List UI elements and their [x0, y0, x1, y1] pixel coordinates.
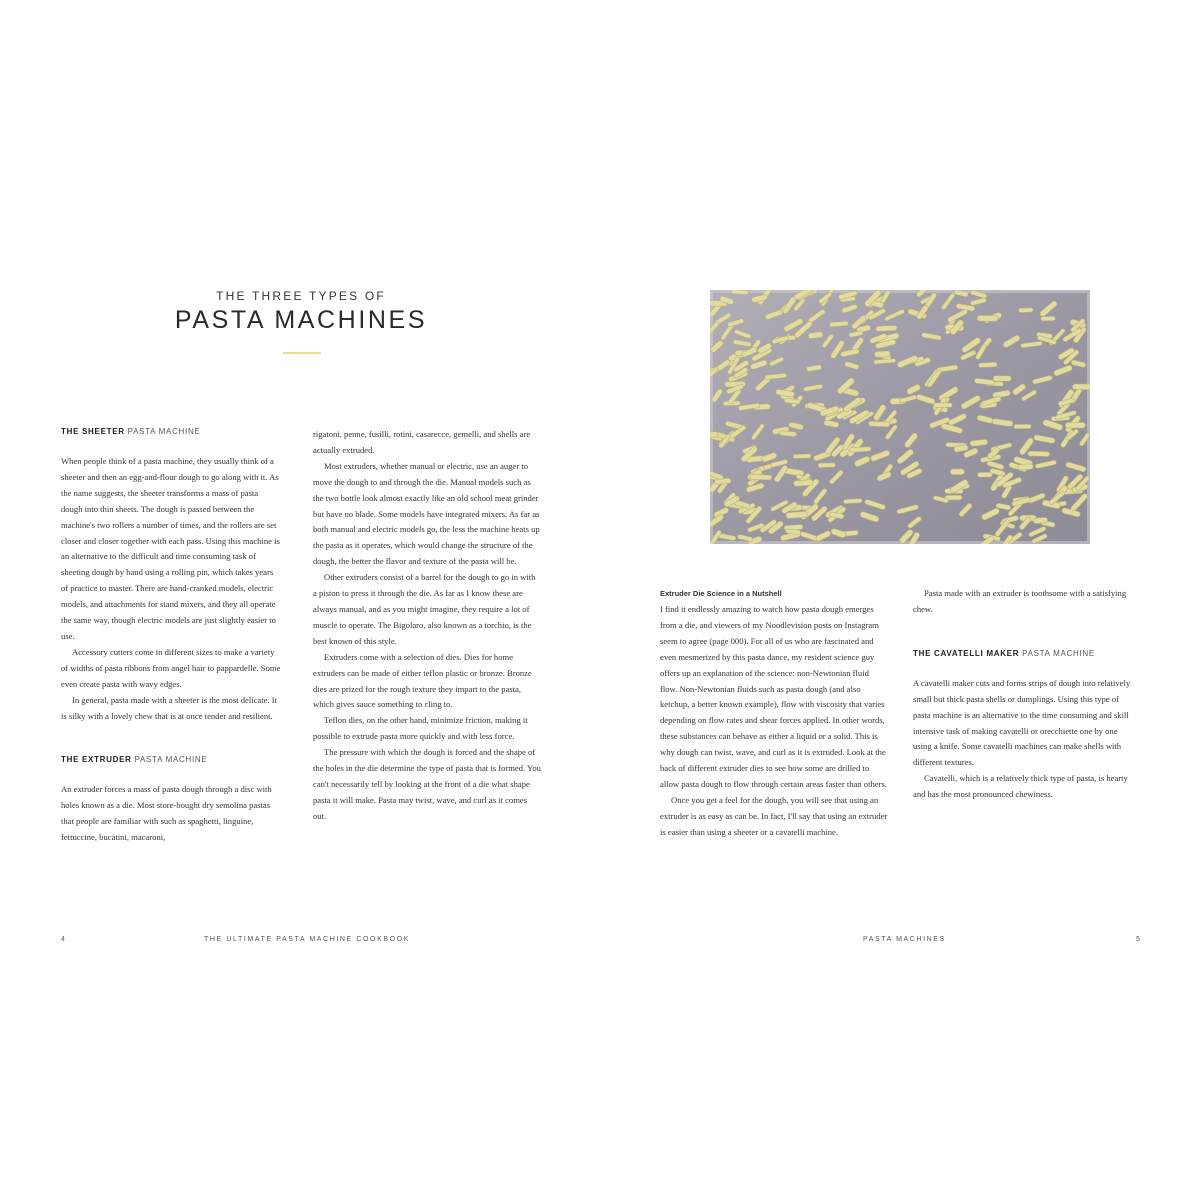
penne-piece — [818, 463, 835, 468]
science-paragraph-1: I find it endlessly amazing to watch how pasta dough emerges from a die, and viewers of my Noodlevision posts on Instagram seem to agree (page 000). For all of us who are fascinated and even mesmerized by this pasta dance, my resident science guy offers up an explanation of the science: non-Newtonian fluid flow. Non-Newtonian fluids such as pasta dough (and also ketchup, a better known example), flow with viscosity that varies depending on flow rates and shear forces applied. In other words, these substances can behave as either a liquid or a solid. This is why dough can twist, wave, and curl as it is extruded. Look at the back of different extruder dies to see how some are drilled to allow pasta dough to flow through certain areas faster than others. — [660, 604, 887, 789]
penne-piece — [1014, 424, 1031, 428]
penne-piece — [793, 454, 811, 459]
title-accent-rule — [283, 352, 321, 354]
penne-piece — [843, 498, 862, 503]
sheeter-paragraph-2: Accessory cutters come in different sizes to make a variety of widths of pasta ribbons from angel hair to pappardelle. Some even create pasta with wavy edges. — [61, 646, 281, 689]
sheeter-paragraph-1: When people think of a pasta machine, they usually think of a sheeter and then an egg-and-flour dough to go along with it. As the name suggests, the sheeter transforms a mass of pasta dough into thin sheets. The dough is passed between the machine's two rollers a number of times, and the rollers are set closer and closer together with each pass. Using this machine is an alternative to the difficult and time consuming task of sheeting dough by hand using a rolling pin, which takes years of practice to master. There are hand-cranked models, electric models, and attachments for stand mixers, and they all operate the same way, though electric models are just slightly easier to use. — [61, 456, 280, 641]
extruder-heading-light: PASTA MACHINE — [134, 755, 208, 765]
penne-piece — [875, 351, 891, 358]
chapter-title-small: THE THREE TYPES OF — [216, 289, 386, 303]
penne-piece — [850, 447, 871, 452]
cavatelli-heading — [913, 648, 1137, 660]
extruder-paragraph-2: rigatoni, penne, fusilli, rotini, casarecce, gemelli, and shells are actually extruded. — [313, 429, 531, 455]
penne-piece — [950, 469, 964, 475]
extruder-heading — [61, 754, 281, 766]
penne-piece — [1017, 464, 1033, 471]
penne-piece — [1028, 451, 1050, 456]
penne-piece — [993, 376, 1011, 382]
science-paragraph-2: Once you get a feel for the dough, you will see that using an extruder is as easy as can be. In fact, I'll say that using an extruder is easier than using a sheeter or a cavatelli machine. — [660, 794, 888, 837]
cavatelli-heading-bold: THE CAVATELLI MAKER — [913, 648, 1020, 658]
sheeter-heading-light: PASTA MACHINE — [127, 427, 201, 436]
penne-piece — [1018, 308, 1033, 313]
extruder-paragraph-3: Most extruders, whether manual or electric, use an auger to move the dough to and through the die. Manual models such as the two bottle look almost exactly like an old school meat grinder but have no blade. Some models have integrated mixers. As far as both manual and electric models go, the less the machine heats up the pasta as it operates, which would change the structure of the dough, the better the flavor and texture of the pasta will be. — [313, 460, 540, 567]
cavatelli-paragraph-1: A cavatelli maker cuts and forms strips of dough into relatively small but thick pasta shells or dumplings. Using this type of pasta machine is an alternative to the time consuming and skill intensive task of making cavatelli or orecchiette one by one using a knife. Some cavatelli machines can make shells with different textures. — [913, 677, 1131, 768]
extruder-paragraph-5: Extruders come with a selection of dies. Dies for home extruders can be made of either teflon plastic or bronze. Bronze dies are prized for the rough texture they impart to the pasta, which gives sauce something to cling to. — [313, 651, 532, 710]
penne-piece — [1072, 384, 1090, 390]
cavatelli-heading-light: PASTA MACHINE — [1022, 648, 1095, 658]
science-subhead: Extruder Die Science in a Nutshell — [660, 589, 782, 598]
sheeter-heading-bold: THE SHEETER — [61, 427, 125, 436]
penne-pasta-photo — [710, 290, 1090, 544]
right-column-1 — [660, 588, 888, 841]
sheeter-paragraph-3: In general, pasta made with a sheeter is the most delicate. It is silky with a lovely chew that is at once tender and resilient. — [61, 694, 277, 721]
extruder-closing-paragraph: Pasta made with an extruder is toothsome with a satisfying chew. — [913, 588, 1127, 614]
chapter-title-large: PASTA MACHINES — [174, 306, 428, 334]
sheeter-heading — [61, 426, 281, 438]
penne-piece — [977, 472, 992, 477]
left-running-footer: THE ULTIMATE PASTA MACHINE COOKBOOK — [204, 936, 411, 943]
right-page-number: 5 — [1136, 936, 1142, 943]
penne-piece — [1041, 316, 1056, 321]
penne-piece — [750, 474, 772, 480]
extruder-paragraph-1: An extruder forces a mass of pasta dough through a disc with holes known as a die. Most store-bought dry semolina pastas that people are familiar with such as spaghetti, linguine, fettuccine, bucatini, macaroni, — [61, 784, 272, 843]
pasta-photo-illustration — [710, 290, 1090, 544]
left-column-2 — [313, 427, 541, 825]
penne-piece — [1065, 422, 1085, 428]
extruder-paragraph-4: Other extruders consist of a barrel for the dough to go in with a piston to press it through the die. As far as I know these are always manual, and as you might imagine, they require a lot of muscle to operate. The Bigolaro, also known as a torchio, is the best known of this style. — [313, 572, 536, 646]
penne-piece — [978, 362, 997, 368]
penne-piece — [977, 315, 998, 321]
penne-piece — [786, 511, 808, 518]
penne-piece — [868, 421, 889, 427]
right-page — [600, 0, 1200, 1200]
cavatelli-paragraph-2: Cavatelli, which is a relatively thick type of pasta, is hearty and has the most pronounced chewiness. — [913, 773, 1128, 800]
penne-piece — [1033, 517, 1048, 524]
extruder-paragraph-6: Teflon dies, on the other hand, minimize friction, making it possible to extrude pasta more quickly and with less force. — [313, 715, 528, 742]
penne-piece — [793, 479, 813, 486]
left-column-1 — [61, 426, 281, 846]
penne-piece — [934, 403, 953, 408]
tray-background — [710, 290, 1090, 544]
right-running-footer: PASTA MACHINES — [863, 936, 946, 943]
extruder-paragraph-7: The pressure with which the dough is forced and the shape of the holes in the die determine the type of pasta that is formed. You can't necessarily tell by looking at the front of a die what shape pasta it will make. Pasta may twist, wave, and curl as it comes out. — [313, 747, 541, 821]
penne-piece — [876, 325, 897, 331]
extruder-heading-bold: THE EXTRUDER — [61, 755, 132, 765]
right-column-2 — [913, 586, 1137, 803]
left-page-number: 4 — [61, 936, 67, 943]
